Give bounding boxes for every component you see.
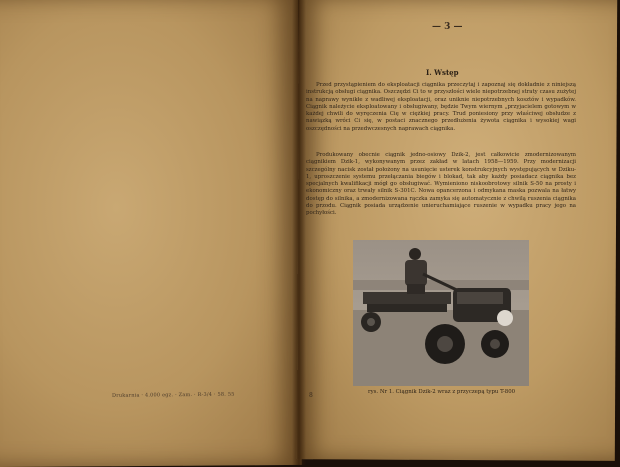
left-page-footer: Drukarnia · 4.000 egz. · Zam. · R-3/4 · 58. 55 — [111, 391, 235, 399]
figure-caption: rys. Nr 1. Ciągnik Dzik-2 wraz z przyczepą typu T-800 — [368, 389, 516, 395]
tractor-photo — [353, 240, 529, 386]
tractor-photo-image — [353, 240, 529, 386]
book-gutter — [292, 0, 306, 465]
intro-paragraph-1: Przed przystąpieniem do eksploatacji ciągnika przeczytaj i zapoznaj się dokładnie z niniejszą instrukcją obsługi ciągnika. Oszczędzi Ci to w przyszłości wiele niepotrzebnej straty czasu zużytej na naprawy wynikłe z wadliwej eksploatacji, oraz uniknie niepotrzebnych kosztów i wypadków. Ciągnik należycie eksploatowany i obsługiwany, będzie Twym wiernym „przyjacielem gotowym w każdej chwili do wyręczenia Cię w ciężkiej pracy. Trud poniesiony przy właściwej obsłudze z nawiązką wróci Ci się, w postaci znacznego przedłużenia żywota ciągnika i wysokiej wagi oszczędności na przedwczesnych naprawach ciągnika. — [306, 82, 576, 132]
intro-paragraph-2: Produkowany obecnie ciągnik jedno-osiowy Dzik-2, jest całkowicie zmodernizowanym ciągnikiem Dzik-1, wykonywanym przez zakład w latach 1958—1959. Przy modernizacji szczególny nacisk został położony na usunięcie usterek konstrukcyjnych występujących w Dziku-1, uproszczenie systemu przełączania biegów i blokad, tak aby każdy posiadacz ciągnika bez specjalnych kwalifikacji mógł go obsługiwać. Wymieniono niskoobrotowy silnik S-50 na prosty i ekonomiczny oraz trwały silnik S-301C. Nowa opancerzona i odmykana maska pozwala na łatwy dostęp do silnika, a zmodernizowana rączka zamyka się automatycznie z chwilą ruszenia ciągnika do przodu. Ciągnik posiada urządzenie unieruchamiające ruszenie w wypadku pracy jego na pochyłości. — [306, 152, 576, 217]
section-title: I. Wstęp — [426, 68, 459, 77]
page-number: — 3 — — [432, 22, 463, 32]
margin-number: 8 — [309, 392, 313, 399]
